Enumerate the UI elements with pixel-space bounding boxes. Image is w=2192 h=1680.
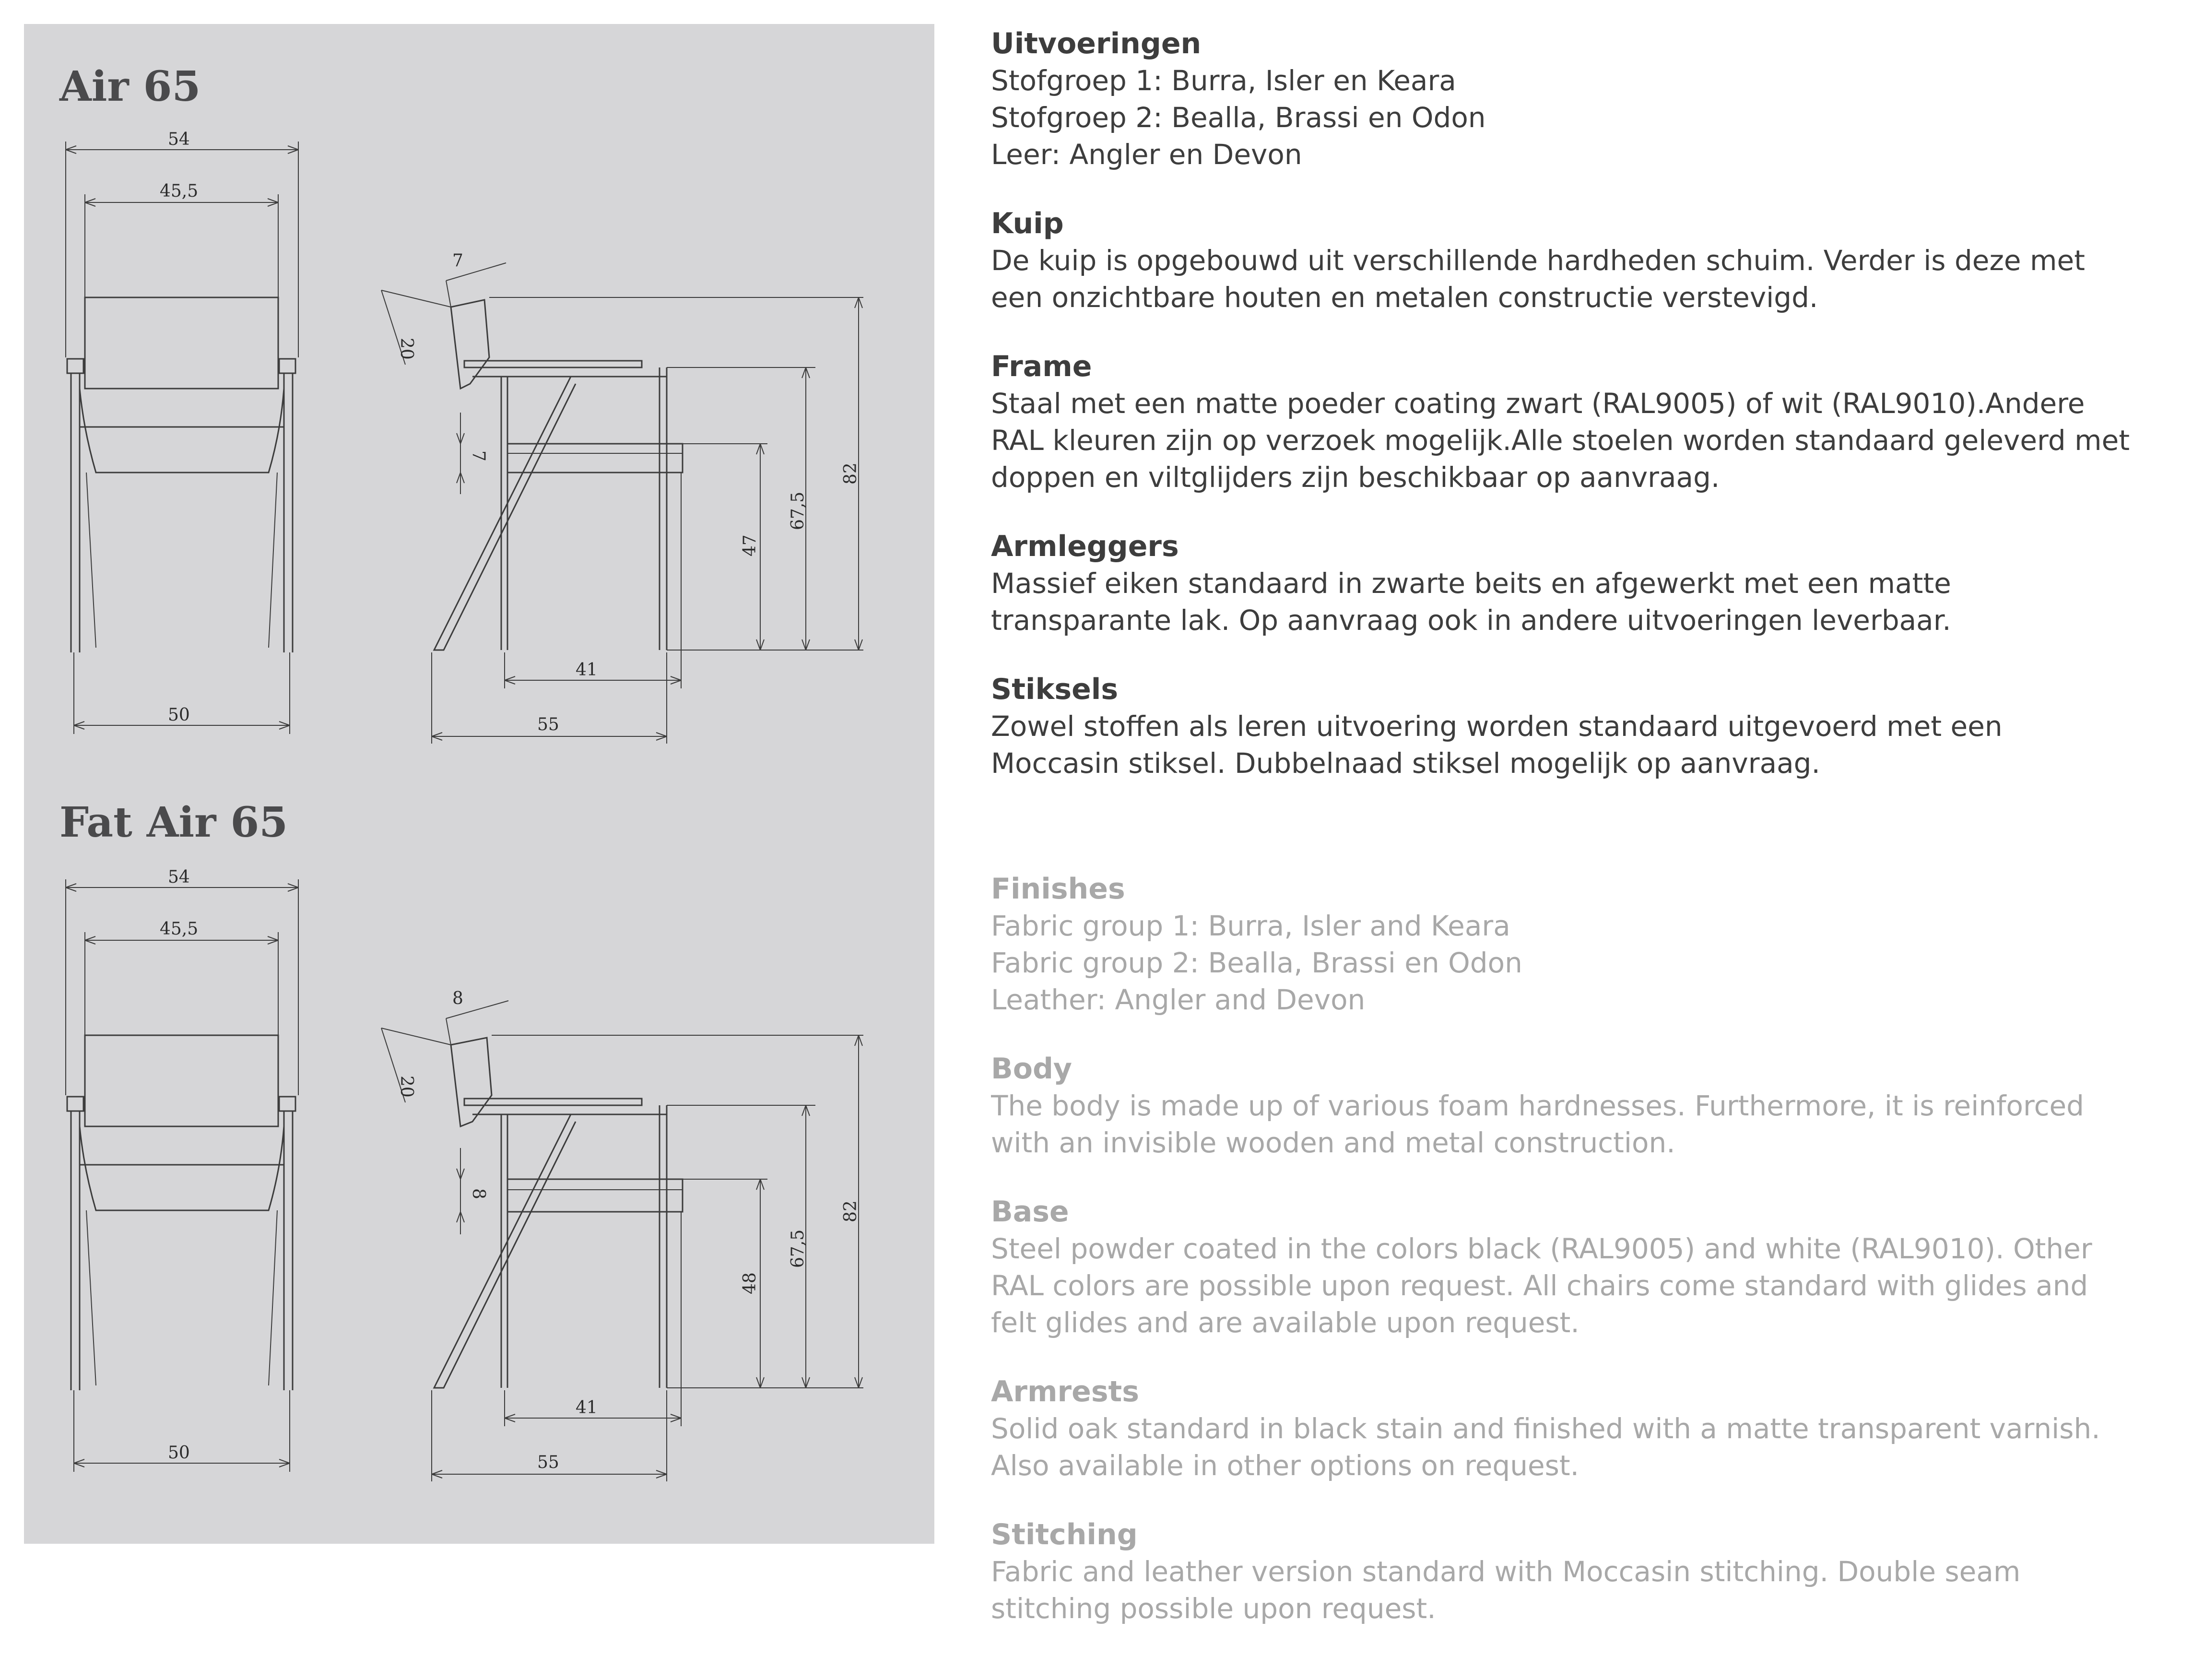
dim-width-base: 50 — [168, 1443, 190, 1463]
technical-drawing-air-65 — [0, 0, 934, 768]
section-line: Leather: Angler and Devon — [991, 983, 1366, 1016]
section-line: Solid oak standard in black stain and finished with a matte transparent varnish. — [991, 1412, 2100, 1445]
model-title-air-65: Air 65 — [59, 62, 201, 111]
section-line: Steel powder coated in the colors black (RAL9005) and white (RAL9010). Other — [991, 1232, 2092, 1265]
side-view — [381, 989, 863, 1481]
dim-seat-thickness: 8 — [469, 1188, 488, 1199]
section-heading: Uitvoeringen — [991, 27, 1202, 60]
section-heading: Armleggers — [991, 530, 1179, 563]
section-line: Zowel stoffen als leren uitvoering worden standaard uitgevoerd met een — [991, 710, 2003, 743]
dim-total-depth: 55 — [537, 1453, 559, 1472]
model-title-fat-air-65: Fat Air 65 — [59, 798, 288, 847]
dim-width-seat: 45,5 — [160, 181, 199, 201]
section-line: Leer: Angler en Devon — [991, 138, 1302, 171]
dim-backrest-height: 20 — [397, 338, 416, 360]
dim-backrest-depth: 8 — [452, 989, 463, 1008]
dim-arm-height: 67,5 — [788, 491, 808, 530]
dim-total-height: 82 — [841, 462, 860, 485]
section-line: Also available in other options on request. — [991, 1449, 1579, 1482]
dim-width-seat: 45,5 — [160, 919, 199, 939]
dim-width-overall: 54 — [168, 867, 190, 887]
section-stitching — [991, 1516, 2192, 1627]
dim-seat-depth: 41 — [576, 660, 598, 680]
section-line: Fabric group 1: Burra, Isler and Keara — [991, 910, 1510, 942]
section-heading: Stitching — [991, 1518, 1138, 1551]
section-line: Stofgroep 1: Burra, Isler en Keara — [991, 64, 1456, 97]
dim-total-height: 82 — [841, 1200, 860, 1222]
dim-backrest-depth: 7 — [452, 251, 463, 271]
front-view — [66, 130, 298, 734]
section-line: Fabric and leather version standard with Moccasin stitching. Double seam — [991, 1555, 2021, 1588]
section-heading: Stiksels — [991, 673, 1119, 706]
section-heading: Kuip — [991, 207, 1064, 240]
dim-backrest-height: 20 — [397, 1076, 416, 1098]
section-heading: Armrests — [991, 1375, 1139, 1408]
section-line: een onzichtbare houten en metalen constructie verstevigd. — [991, 281, 1818, 314]
section-line: De kuip is opgebouwd uit verschillende hardheden schuim. Verder is deze met — [991, 244, 2085, 277]
section-heading: Base — [991, 1195, 1069, 1229]
section-frame — [991, 348, 2192, 496]
section-line: stitching possible upon request. — [991, 1592, 1436, 1625]
section-uitvoeringen — [991, 25, 2192, 173]
section-line: Stofgroep 2: Bealla, Brassi en Odon — [991, 101, 1486, 134]
section-heading: Frame — [991, 350, 1092, 383]
dim-seat-height: 47 — [740, 534, 760, 556]
section-heading: Finishes — [991, 872, 1125, 906]
section-heading: Body — [991, 1052, 1072, 1086]
section-body — [991, 1050, 2192, 1161]
dim-total-depth: 55 — [537, 715, 559, 734]
dim-seat-depth: 41 — [576, 1398, 598, 1418]
technical-drawing-fat-air-65 — [0, 738, 934, 1505]
section-line: RAL colors are possible upon request. All chairs come standard with glides and — [991, 1269, 2088, 1302]
section-line: The body is made up of various foam hardnesses. Furthermore, it is reinforced — [991, 1089, 2084, 1122]
dim-seat-thickness: 7 — [469, 450, 488, 461]
dim-width-overall: 54 — [168, 130, 190, 149]
section-line: RAL kleuren zijn op verzoek mogelijk.Alle stoelen worden standaard geleverd met — [991, 424, 2130, 457]
dutch-specs — [991, 25, 2192, 782]
section-stiksels — [991, 671, 2192, 782]
section-line: transparante lak. Op aanvraag ook in andere uitvoeringen leverbaar. — [991, 604, 1951, 637]
section-base — [991, 1193, 2192, 1341]
section-line: felt glides and are available upon request. — [991, 1306, 1579, 1339]
dim-seat-height: 48 — [740, 1272, 760, 1294]
section-line: doppen en viltglijders zijn beschikbaar op aanvraag. — [991, 461, 1720, 494]
section-finishes — [991, 870, 2192, 1018]
side-view — [381, 251, 863, 744]
dim-width-base: 50 — [168, 705, 190, 725]
section-kuip — [991, 205, 2192, 316]
spec-text-column — [991, 25, 2192, 1659]
section-line: Moccasin stiksel. Dubbelnaad stiksel mogelijk op aanvraag. — [991, 747, 1820, 780]
section-line: Staal met een matte poeder coating zwart (RAL9005) of wit (RAL9010).Andere — [991, 387, 2085, 420]
section-line: Fabric group 2: Bealla, Brassi en Odon — [991, 946, 1522, 979]
front-view — [66, 867, 298, 1472]
section-line: with an invisible wooden and metal construction. — [991, 1126, 1675, 1159]
section-armrests — [991, 1373, 2192, 1484]
english-specs — [991, 870, 2192, 1627]
section-line: Massief eiken standaard in zwarte beits en afgewerkt met een matte — [991, 567, 1951, 600]
section-armleggers — [991, 528, 2192, 639]
dim-arm-height: 67,5 — [788, 1229, 808, 1268]
